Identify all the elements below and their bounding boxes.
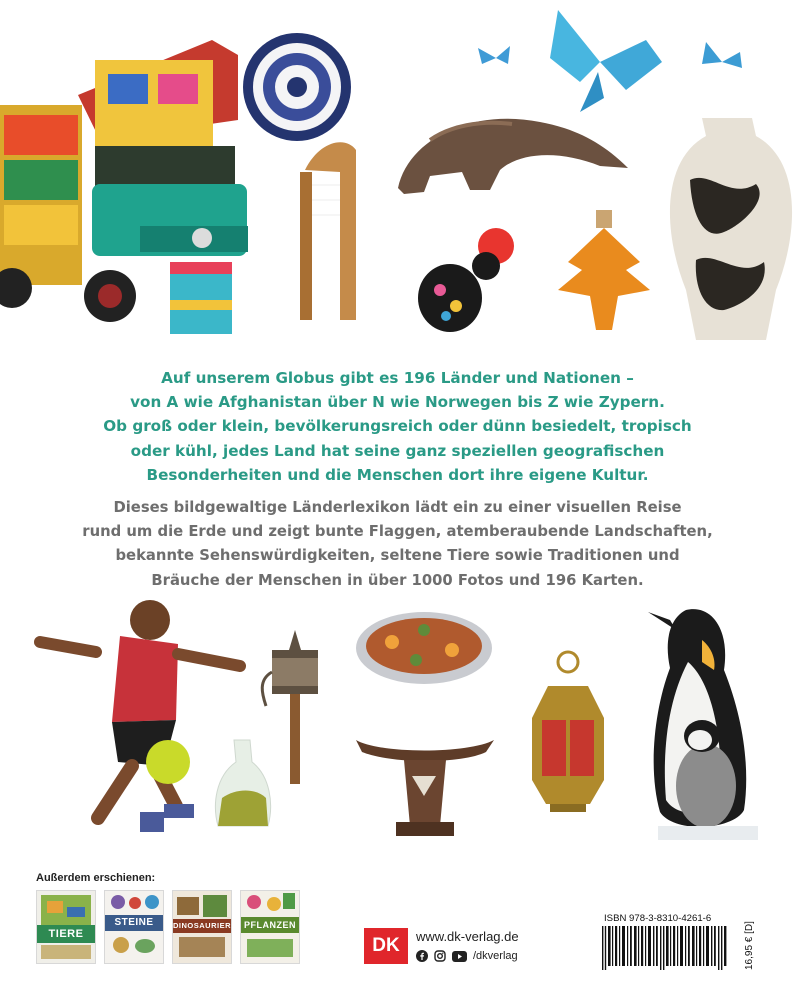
maple-syrup-bottle-image (558, 210, 650, 330)
olive-oil-jug-image (215, 740, 270, 826)
lead-line: Besonderheiten und die Menschen dort ihre eigene Kultur. (146, 465, 649, 484)
lead-line: von A wie Afghanistan über N wie Norwegen bis Z wie Zypern. (130, 393, 665, 412)
book-title-tiere: TIERE (37, 925, 95, 943)
bottom-photo-collage (0, 590, 795, 860)
top-photo-collage (0, 0, 795, 345)
lead-paragraph (40, 366, 755, 487)
harp-image (300, 142, 356, 320)
lead-line: Ob groß oder klein, bevölkerungsreich oder dünn besiedelt, tropisch (103, 417, 692, 436)
body-line: Bräuche der Menschen in über 1000 Fotos und 196 Karten. (151, 571, 644, 589)
barcode-image (602, 926, 728, 970)
ceramic-rooster-image (418, 228, 514, 332)
instagram-icon[interactable] (434, 950, 446, 962)
dk-logo: DK (364, 928, 408, 964)
boy-playing-football-image (40, 600, 240, 832)
book-title-pflanzen: PFLANZEN (241, 917, 299, 933)
book-title-steine: STEINE (105, 915, 163, 931)
book-cover-dinosaurier[interactable] (172, 890, 232, 964)
isbn-text: ISBN 978-3-8310-4261-6 (604, 913, 712, 924)
book-cover-tiere[interactable] (36, 890, 96, 964)
social-handle[interactable]: /dkverlag (473, 950, 518, 962)
prayer-wheel-image (262, 630, 318, 784)
butterfly-images (478, 10, 742, 112)
book-title-dinosaurier: DINOSAURIER (173, 919, 231, 933)
youtube-icon[interactable] (452, 951, 467, 962)
facebook-icon[interactable] (416, 950, 428, 962)
body-line: bekannte Sehenswürdigkeiten, seltene Tiere sowie Traditionen und (115, 547, 680, 565)
price-text: 16,95 € [D] (744, 921, 755, 970)
lead-line: Auf unserem Globus gibt es 196 Länder und Nationen – (161, 369, 634, 387)
chinese-vase-image (670, 118, 792, 340)
ceramic-plate-image (243, 33, 351, 141)
body-line: Dieses bildgewaltige Länderlexikon lädt ein zu einer visuellen Reise (113, 499, 682, 516)
wooden-headrest-image (356, 740, 494, 836)
book-cover-steine[interactable] (104, 890, 164, 964)
food-plate-image (356, 612, 492, 684)
book-cover-pflanzen[interactable] (240, 890, 300, 964)
pangolin-image (398, 119, 628, 194)
lead-line: oder kühl, jedes Land hat seine ganz speziellen geografischen (130, 441, 665, 460)
decorated-truck-image (0, 40, 248, 334)
body-paragraph (40, 496, 755, 593)
also-published-label: Außerdem erschienen: (36, 872, 156, 884)
publisher-website-link[interactable]: www.dk-verlag.de (416, 929, 519, 944)
emperor-penguins-image (648, 609, 758, 840)
body-line: rund um die Erde und zeigt bunte Flaggen, atemberaubende Landschaften, (82, 523, 713, 541)
social-links (416, 950, 518, 962)
lantern-image (532, 652, 604, 812)
